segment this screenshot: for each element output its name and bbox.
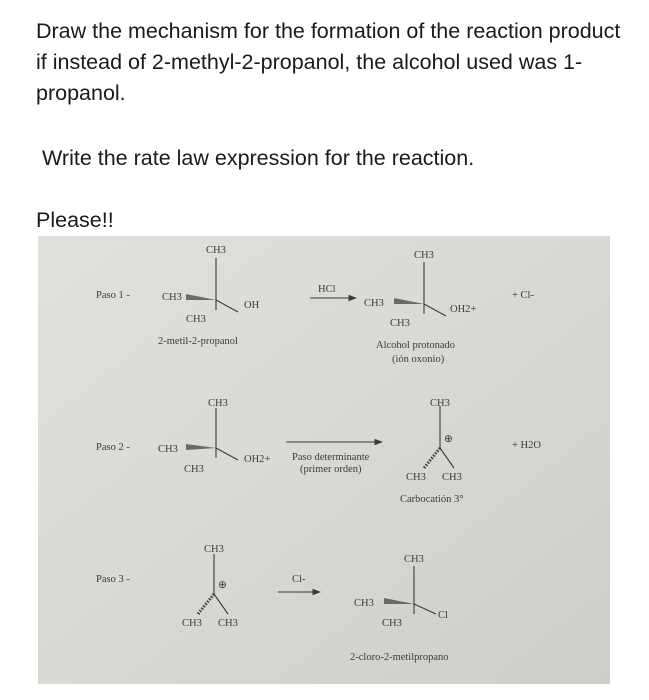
step2-arrow-label: Paso determinante	[292, 452, 370, 463]
step1-product-name-sub: (ión oxonio)	[392, 354, 445, 365]
step2-arrow-sublabel: (primer orden)	[300, 464, 362, 475]
step1-product-ch3-top: CH3	[414, 250, 434, 261]
step1-reagent-hcl: HCl	[318, 284, 336, 295]
mechanism-photo	[38, 236, 610, 684]
step1-byproduct-cl: + Cl-	[512, 290, 534, 301]
question-paragraph-2: Write the rate law expression for the reaction.	[42, 146, 475, 170]
step1-reactant-ch3-bottom: CH3	[186, 314, 206, 325]
step3-reactant-charge: ⊕	[218, 580, 227, 591]
step3-reagent-cl: Cl-	[292, 574, 306, 585]
step2-product-ch3-top: CH3	[430, 398, 450, 409]
step1-reactant-oh: OH	[244, 300, 260, 311]
step2-product-charge: ⊕	[444, 434, 453, 445]
step2-product-ch3-bottom-right: CH3	[442, 472, 462, 483]
question-paragraph-3: Please!!	[36, 208, 114, 232]
step2-reactant-ch3-top: CH3	[208, 398, 228, 409]
step1-product-ch3-left: CH3	[364, 298, 384, 309]
step3-product-ch3-bottom: CH3	[382, 618, 402, 629]
step2-product-ch3-bottom-left: CH3	[406, 472, 426, 483]
step1-reactant-ch3-top: CH3	[206, 245, 226, 256]
step3-reactant-ch3-bottom-left: CH3	[182, 618, 202, 629]
step2-byproduct-water: + H2O	[512, 440, 541, 451]
step1-product-name: Alcohol protonado	[376, 340, 456, 351]
step1-label: Paso 1 -	[96, 290, 130, 301]
step2-product-name: Carbocatión 3°	[400, 494, 464, 505]
question-paragraph-1: Draw the mechanism for the formation of the reaction product if instead of 2-methyl-2-propanol, the alcohol used was 1-propanol.	[36, 19, 621, 105]
step1-reactant-ch3-left: CH3	[162, 292, 182, 303]
step1-product-ch3-bottom: CH3	[390, 318, 410, 329]
step3-product-cl: Cl	[438, 610, 448, 621]
step2-reactant-oh2: OH2+	[244, 454, 271, 465]
step2-reactant-ch3-bottom: CH3	[184, 464, 204, 475]
step2-label: Paso 2 -	[96, 442, 130, 453]
step3-product-ch3-left: CH3	[354, 598, 374, 609]
step3-reactant-ch3-top: CH3	[204, 544, 224, 555]
step2-reactant-ch3-left: CH3	[158, 444, 178, 455]
step3-product-name: 2-cloro-2-metilpropano	[350, 652, 449, 663]
step1-product-oh2: OH2+	[450, 304, 477, 315]
step3-product-ch3-top: CH3	[404, 554, 424, 565]
step1-reactant-name: 2-metil-2-propanol	[158, 336, 238, 347]
step3-label: Paso 3 -	[96, 574, 130, 585]
step3-reactant-ch3-bottom-right: CH3	[218, 618, 238, 629]
